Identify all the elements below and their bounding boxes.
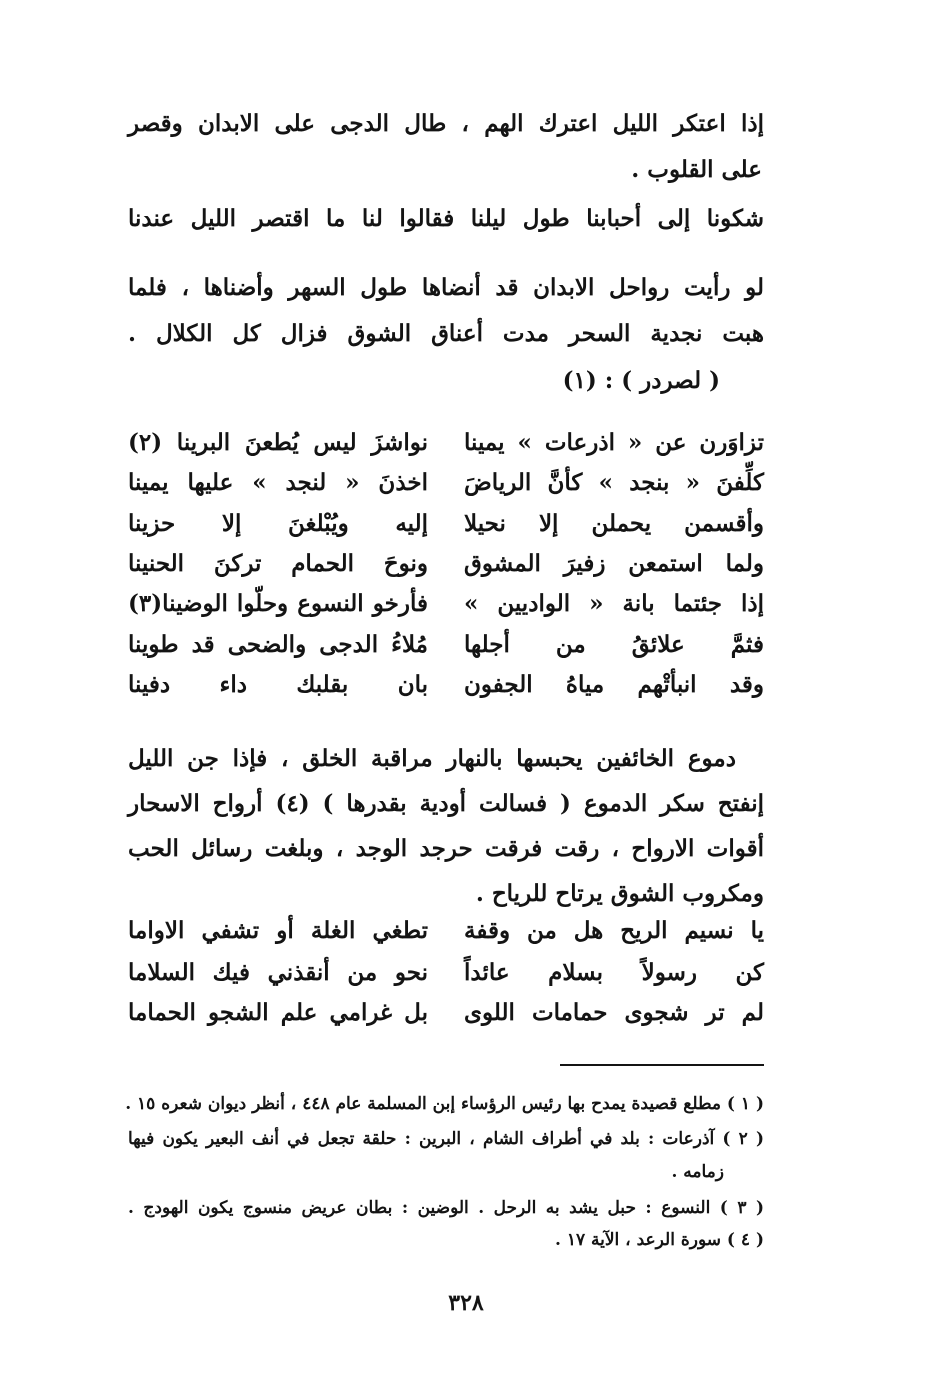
paragraph-line: إذا اعتكر الليل اعترك الهم ، طال الدجى على الابدان وقصر bbox=[128, 110, 764, 137]
verse-first-hemistich: يا نسيم الريح هل من وقفة bbox=[464, 917, 764, 944]
verse-second-hemistich: بان بقلبك داء دفينا bbox=[128, 671, 428, 698]
verse-line bbox=[128, 909, 764, 953]
verse-line bbox=[128, 582, 764, 626]
footnote-divider bbox=[560, 1064, 764, 1066]
verse-second-hemistich: اخذنَ « لنجد » عليها يمينا bbox=[128, 469, 428, 496]
verse-line bbox=[128, 502, 764, 546]
verse-line bbox=[128, 663, 764, 707]
verse-second-hemistich: تطغي الغلة أو تشفي الاواما bbox=[128, 917, 428, 944]
paragraph-tears bbox=[128, 736, 764, 916]
paragraph-line: هبت نجدية السحر مدت أعناق الشوق فزال كل الكلال . bbox=[128, 320, 764, 347]
verse-second-hemistich: ونوحَ الحمام تركنَ الحنينا bbox=[128, 550, 428, 577]
footnote-line: ( ٢ ) آذرعات : بلد في أطراف الشام ، البرين : حلقة تجعل في أنف البعير يكون فيها bbox=[128, 1129, 764, 1149]
footnote-4 bbox=[128, 1224, 764, 1257]
verse-first-hemistich: كلِّفنَ « بنجد » كأنَّ الرياضَ bbox=[464, 469, 764, 496]
verse-first-hemistich: كن رسولاً بسلام عائداً bbox=[464, 959, 764, 986]
footnote-2 bbox=[128, 1123, 764, 1189]
verse-first-hemistich: فثمَّ علائقُ من أجلها bbox=[464, 631, 764, 658]
paragraph-line: لو رأيت رواحل الابدان قد أنضاها طول السهر وأضناها ، فلما bbox=[128, 274, 764, 301]
verse-line bbox=[128, 542, 764, 586]
footnote-line: زمامه . bbox=[671, 1162, 724, 1182]
paragraph-line: شكونا إلى أحبابنا طول ليلنا فقالوا لنا ما اقتصر الليل عندنا bbox=[128, 205, 764, 232]
verse-complaint bbox=[128, 196, 764, 242]
verse-line bbox=[128, 951, 764, 995]
verse-first-hemistich: ولما استمعن زفيرَ المشوق bbox=[464, 550, 764, 577]
verse-second-hemistich: بل غرامي علم الشجو الحماما bbox=[128, 999, 428, 1026]
footnote-line: ( ٣ ) النسوع : حبل يشد به الرحل . الوضين : بطان عريض منسوج يكون الهودج . bbox=[128, 1198, 764, 1218]
verse-first-hemistich: وأقسمن يحملن إلا نحيلا bbox=[464, 510, 764, 537]
paragraph-line: ( لصردر ) : (١) bbox=[562, 367, 720, 394]
page-number: ٣٢٨ bbox=[448, 1290, 484, 1316]
verse-line bbox=[128, 421, 764, 465]
paragraph-travellers bbox=[128, 265, 764, 357]
paragraph-line: أقوات الارواح ، رقت فرقت حرجد الوجد ، وبلغت رسائل الحب bbox=[128, 835, 764, 862]
verse-first-hemistich: وقد انبأتْهم مياهُ الجفون bbox=[464, 671, 764, 698]
paragraph-line: على القلوب . bbox=[631, 156, 762, 183]
poet-attribution bbox=[128, 358, 764, 404]
verse-second-hemistich: نواشزَ ليس يُطعنَ البرينا (٢) bbox=[128, 429, 428, 456]
verse-second-hemistich: مُلاءُ الدجى والضحى قد طوينا bbox=[128, 631, 428, 658]
verse-second-hemistich: فأرخو النسوع وحلّوا الوضينا(٣) bbox=[128, 590, 428, 617]
paragraph-line: ومكروب الشوق يرتاح للرياح . bbox=[475, 880, 764, 907]
verse-line bbox=[128, 623, 764, 667]
footnote-line: ( ١ ) مطلع قصيدة يمدح بها رئيس الرؤساء إبن المسلمة عام ٤٤٨ ، أنظر ديوان شعره ١٥ . bbox=[125, 1094, 764, 1114]
footnote-line: ( ٤ ) سورة الرعد ، الآية ١٧ . bbox=[554, 1230, 764, 1250]
verse-second-hemistich: نحو من أنقذني فيك السلاما bbox=[128, 959, 428, 986]
verse-first-hemistich: تزاوَرن عن « اذرعات » يمينا bbox=[464, 429, 764, 456]
verse-second-hemistich: إليه ويُبْلغنَ إلا حزينا bbox=[128, 510, 428, 537]
paragraph-line: دموع الخائفين يحبسها بالنهار مراقبة الخلق ، فإذا جن الليل bbox=[128, 745, 736, 772]
verse-first-hemistich: لم تر شجوى حمامات اللوى bbox=[464, 999, 764, 1026]
verse-line bbox=[128, 991, 764, 1035]
verse-first-hemistich: إذا جئتما بانة « الواديين » bbox=[464, 590, 764, 617]
paragraph-night bbox=[128, 101, 764, 193]
verse-line bbox=[128, 461, 764, 505]
footnote-3 bbox=[128, 1192, 764, 1225]
footnote-1 bbox=[125, 1088, 764, 1121]
paragraph-line: إنفتح سكر الدموع ( فسالت أودية بقدرها ) (٤) أرواح الاسحار bbox=[128, 790, 764, 817]
